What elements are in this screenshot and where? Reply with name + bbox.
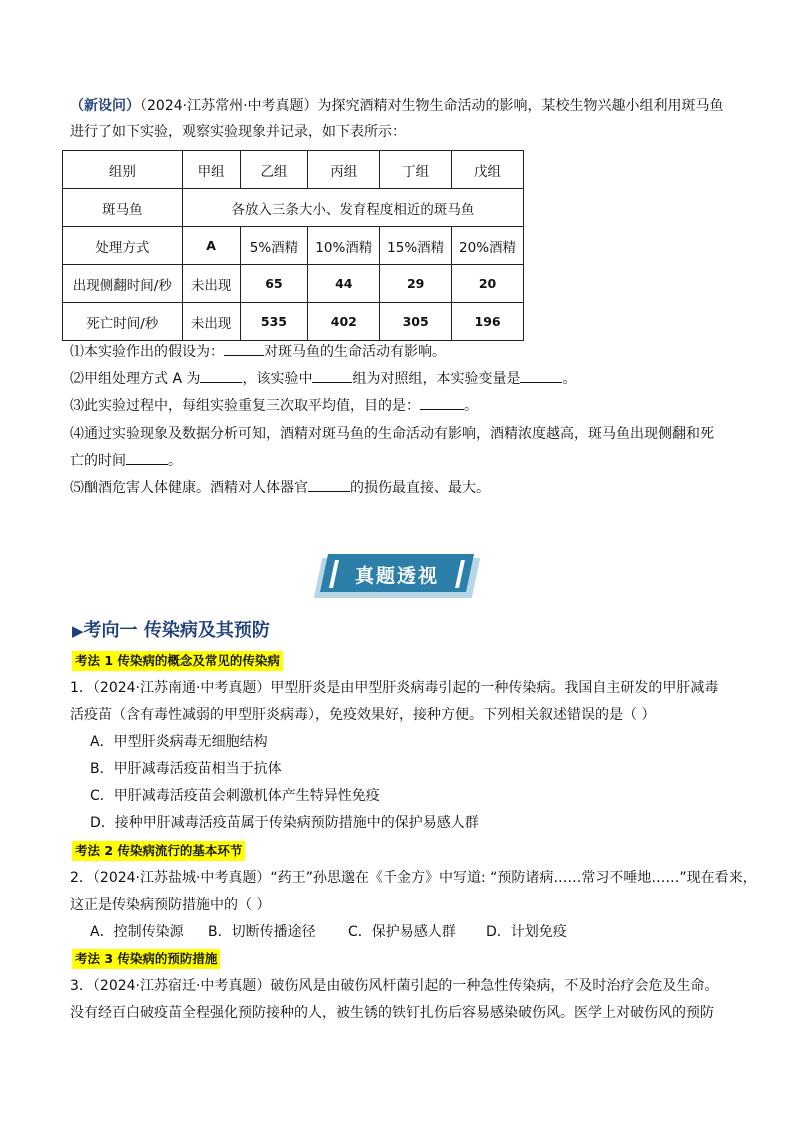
answer-blank	[126, 452, 168, 465]
problem-1-option-c: C．甲肝减毒活疫苗会刺激机体产生特异性免疫	[90, 788, 380, 804]
answer-blank	[520, 370, 562, 383]
table-cell: 未出现	[182, 303, 240, 341]
table-cell: 10%酒精	[308, 227, 380, 265]
problem-1-line-1: 1．（2024·江苏南通·中考真题）甲型肝炎是由甲型肝炎病毒引起的一种传染病。我国自主研发的甲肝减毒	[70, 680, 719, 696]
question-text: 。	[168, 453, 182, 469]
question-text: 亡的时间	[70, 453, 126, 469]
answer-blank	[420, 397, 464, 410]
question-text: ，该实验中	[242, 371, 313, 387]
question-1	[70, 342, 446, 362]
question-text: ⑸酗酒危害人体健康。酒精对人体器官	[70, 480, 308, 496]
question-4-line-2	[70, 451, 182, 471]
problem-1-line-2: 活疫苗（含有毒性减弱的甲型肝炎病毒），免疫效果好，接种方便。下列相关叙述错误的是（ ）	[70, 707, 656, 723]
table-cell: 29	[380, 265, 452, 303]
table-row-death	[63, 303, 524, 341]
table-cell-merged: 各放入三条大小、发育程度相近的斑马鱼	[182, 189, 523, 227]
question-5	[70, 478, 490, 498]
table-cell: 44	[308, 265, 380, 303]
question-text: ⑵甲组处理方式 A 为	[70, 371, 201, 387]
table-cell: 丁组	[380, 151, 452, 189]
experiment-table	[62, 150, 524, 341]
table-cell: 402	[308, 303, 380, 341]
table-cell: 丙组	[308, 151, 380, 189]
answer-blank	[308, 479, 350, 492]
table-cell: 斑马鱼	[63, 189, 183, 227]
question-2	[70, 369, 576, 389]
table-cell: 196	[452, 303, 524, 341]
intro-source-text: （2024·江苏常州·中考真题）为探究酒精对生物生命活动的影响，某校生物兴趣小组利用斑马鱼	[140, 98, 724, 114]
answer-blank	[200, 370, 242, 383]
table-cell: 出现侧翻时间/秒	[63, 265, 183, 303]
question-text: 。	[562, 371, 577, 387]
section-title: 考向一 传染病及其预防	[83, 620, 270, 641]
problem-1-option-d: D．接种甲肝减毒活疫苗属于传染病预防措施中的保护易感人群	[90, 815, 479, 831]
table-cell: 15%酒精	[380, 227, 452, 265]
problem-2-option-c: C．保护易感人群	[348, 924, 456, 940]
problem-2-option-b: B．切断传播途径	[208, 924, 316, 940]
table-cell: 20	[452, 265, 524, 303]
table-cell: A	[182, 227, 240, 265]
answer-blank	[312, 370, 352, 383]
table-cell: 535	[240, 303, 308, 341]
new-question-tag: （新设问）	[70, 98, 140, 114]
method-tag-2: 考法 2 传染病流行的基本环节	[72, 841, 245, 861]
table-row-fish	[63, 189, 524, 227]
triangle-arrow-icon: ▶	[72, 622, 84, 640]
table-row-rollover	[63, 265, 524, 303]
intro-line-1	[70, 96, 724, 116]
question-text: ⑶此实验过程中，每组实验重复三次取平均值，目的是：	[70, 398, 420, 414]
table-cell: 戊组	[452, 151, 524, 189]
question-text: 组为对照组，本实验变量是	[352, 371, 521, 387]
problem-3-line-2: 没有经百白破疫苗全程强化预防接种的人，被生锈的铁钉扎伤后容易感染破伤风。医学上对破伤风的预防	[70, 1005, 714, 1021]
table-cell: 乙组	[240, 151, 308, 189]
table-cell: 305	[380, 303, 452, 341]
section-banner	[318, 554, 476, 600]
table-cell: 处理方式	[63, 227, 183, 265]
problem-2-option-a: A．控制传染源	[90, 924, 184, 940]
table-row-header	[63, 151, 524, 189]
problem-2-line-1: 2．（2024·江苏盐城·中考真题）“药王”孙思邈在《千金方》中写道: “预防诸病……常习不唾地……”现在看来，	[70, 870, 757, 886]
problem-2-option-d: D．计划免疫	[486, 924, 567, 940]
method-tag-1: 考法 1 传染病的概念及常见的传染病	[72, 651, 283, 671]
problem-2-line-2: 这正是传染病预防措施中的（ ）	[70, 897, 271, 913]
table-cell: 组别	[63, 151, 183, 189]
table-cell: 未出现	[182, 265, 240, 303]
table-cell: 20%酒精	[452, 227, 524, 265]
question-text: 。	[464, 398, 478, 414]
table-cell: 5%酒精	[240, 227, 308, 265]
problem-1-option-b: B．甲肝减毒活疫苗相当于抗体	[90, 761, 282, 777]
section-heading	[72, 616, 270, 642]
table-cell: 死亡时间/秒	[63, 303, 183, 341]
problem-3-line-1: 3．（2024·江苏宿迁·中考真题）破伤风是由破伤风杆菌引起的一种急性传染病，不及时治疗会危及生命。	[70, 978, 719, 994]
table-cell: 65	[240, 265, 308, 303]
question-text: ⑴本实验作出的假设为：	[70, 344, 224, 360]
table-cell: 甲组	[182, 151, 240, 189]
problem-1-option-a: A．甲型肝炎病毒无细胞结构	[90, 734, 268, 750]
banner-title: 真题透视	[354, 565, 439, 587]
method-tag-3: 考法 3 传染病的预防措施	[72, 949, 220, 969]
question-4-line-1: ⑷通过实验现象及数据分析可知，酒精对斑马鱼的生命活动有影响，酒精浓度越高，斑马鱼出现侧翻和死	[70, 426, 714, 442]
answer-blank	[224, 343, 264, 356]
question-text: 的损伤最直接、最大。	[350, 480, 490, 496]
table-row-treatment	[63, 227, 524, 265]
question-3	[70, 396, 478, 416]
question-text: 对斑马鱼的生命活动有影响。	[264, 344, 446, 360]
intro-line-2: 进行了如下实验，观察实验现象并记录，如下表所示：	[70, 124, 406, 140]
